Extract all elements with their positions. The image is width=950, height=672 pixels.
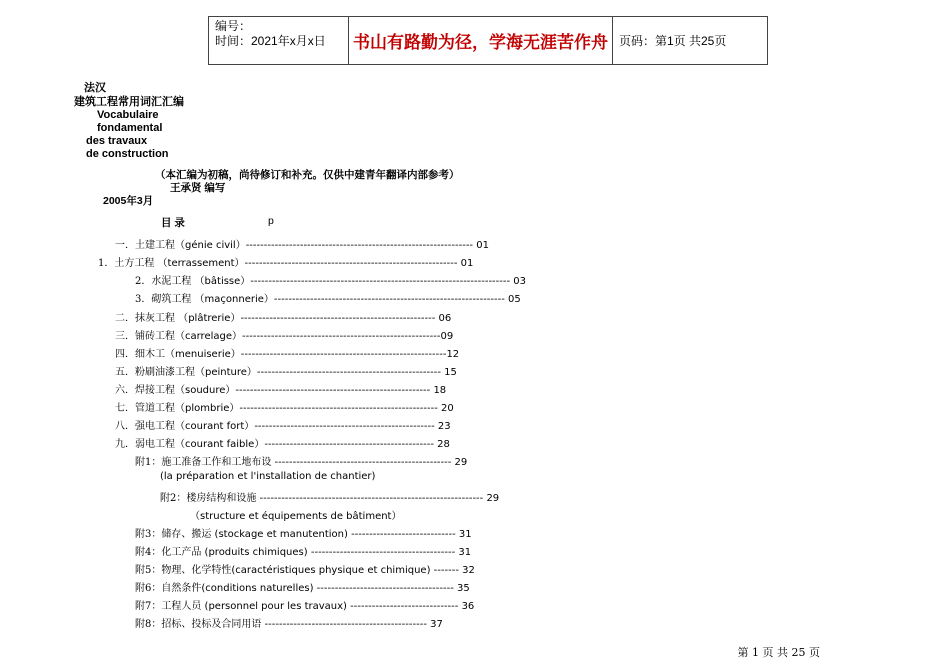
- toc-item[interactable]: 五．粉刷油漆工程（peinture）--------------------------------------------------- 15: [115, 367, 457, 378]
- toc-heading: 目 录: [161, 217, 185, 229]
- title-line-5: des travaux: [86, 135, 148, 147]
- toc-item[interactable]: 附4：化工产品 (produits chimiques) ---------------------------------------- 31: [135, 547, 472, 558]
- toc-item[interactable]: 八．强电工程（courant fort）-------------------------------------------------- 23: [115, 421, 451, 432]
- author-line: 王承贤 编写: [170, 182, 226, 194]
- time-label: 时间：2021年x月x日: [215, 34, 326, 48]
- toc-item[interactable]: 1．土方工程 （terrassement）----------------------------------------------------------- 01: [98, 258, 474, 269]
- header-meta-cell: [209, 17, 349, 64]
- toc-item[interactable]: 四．细木工（menuiserie）---------------------------------------------------------12: [115, 349, 460, 360]
- title-line-2: 建筑工程常用词汇汇编: [74, 96, 184, 108]
- toc-item[interactable]: 附5：物理、化学特性(caractéristiques physique et chimique) ------- 32: [135, 565, 475, 576]
- title-line-1: 法汉: [84, 82, 106, 94]
- toc-item[interactable]: 三．铺砖工程（carrelage）-------------------------------------------------------09: [115, 331, 454, 342]
- toc-item[interactable]: 附3：储存、搬运 (stockage et manutention) ----------------------------- 31: [135, 529, 472, 540]
- toc-item[interactable]: 3．砌筑工程 （maçonnerie）---------------------------------------------------------------- 05: [135, 294, 521, 305]
- header-motto: 书山有路勤为径，学海无涯苦作舟: [349, 17, 613, 64]
- title-line-6: de construction: [86, 148, 169, 160]
- toc-item[interactable]: 2．水泥工程 （bâtisse）------------------------------------------------------------------------ 03: [135, 276, 527, 287]
- draft-note: （本汇编为初稿，尚待修订和补充。仅供中建青年翻译内部参考）: [155, 169, 460, 181]
- document-header: [208, 16, 768, 65]
- toc-item[interactable]: 附7：工程人员 (personnel pour les travaux) ------------------------------ 36: [135, 601, 475, 612]
- toc-item[interactable]: 一．土建工程（génie civil）--------------------------------------------------------------- 01: [115, 240, 489, 251]
- title-line-4: fondamental: [97, 122, 163, 134]
- page-footer: 第 1 页 共 25 页: [737, 646, 820, 659]
- toc-item-subtitle: （structure et équipements de bâtiment）: [190, 511, 402, 522]
- number-label: 编号：: [215, 19, 252, 33]
- toc-heading-p: p: [268, 215, 274, 227]
- title-line-3: Vocabulaire: [97, 109, 159, 121]
- toc-item[interactable]: 九．弱电工程（courant faible）----------------------------------------------- 28: [115, 439, 450, 450]
- toc-item[interactable]: 七．管道工程（plombrie）------------------------------------------------------- 20: [115, 403, 454, 414]
- toc-item[interactable]: 附8：招标、投标及合同用语 --------------------------------------------- 37: [135, 619, 443, 630]
- toc-item[interactable]: 六．焊接工程（soudure）------------------------------------------------------ 18: [115, 385, 447, 396]
- date-line: 2005年3月: [103, 195, 154, 207]
- header-page-info: 页码：第1页 共25页: [619, 34, 727, 48]
- toc-item[interactable]: 附1：施工准备工作和工地布设 ------------------------------------------------- 29: [135, 457, 468, 468]
- toc-item[interactable]: 二．抹灰工程 （plâtrerie）------------------------------------------------------ 06: [115, 313, 452, 324]
- toc-item[interactable]: 附6：自然条件(conditions naturelles) -------------------------------------- 35: [135, 583, 470, 594]
- toc-item[interactable]: 附2：楼房结构和设施 -------------------------------------------------------------- 29: [160, 493, 500, 504]
- toc-item-subtitle: (la préparation et l'installation de chantier): [160, 471, 376, 482]
